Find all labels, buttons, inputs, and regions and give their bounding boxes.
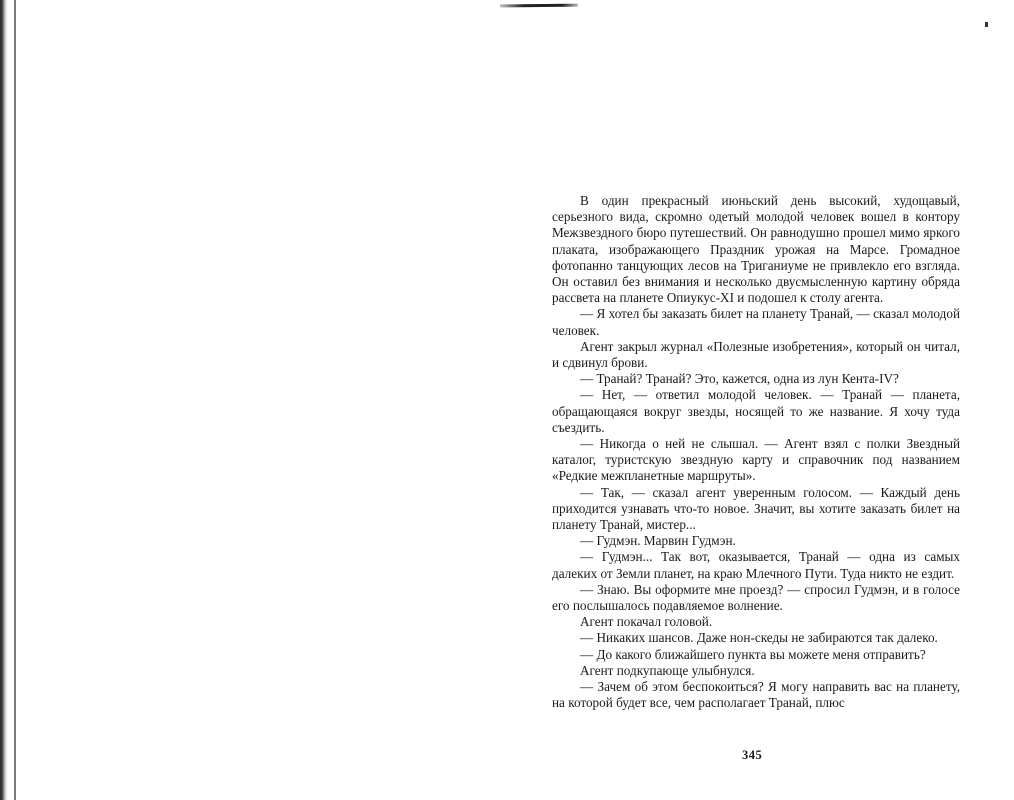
paragraph: — Так, — сказал агент уверенным голосом. — Каждый день приходится узнавать что-то новое. Значит, вы хотите заказать билет на планету Транай, мистер...	[552, 484, 960, 533]
paragraph: — До какого ближайшего пункта вы можете меня отправить?	[580, 646, 926, 662]
paragraph: — Знаю. Вы оформите мне проезд? — спросил Гудмэн, и в голосе его послышалось подавляемое волнение.	[552, 581, 960, 614]
paragraph: — Никогда о ней не слышал. — Агент взял с полки Звездный каталог, туристскую звездную карту и справочник под названием «Редкие межпланетные маршруты».	[552, 436, 960, 484]
book-spine-edge	[0, 0, 8, 800]
paragraph: Агент подкупающе улыбнулся.	[580, 662, 755, 678]
paragraph: — Нет, — ответил молодой человек. — Транай — планета, обращающаяся вокруг звезды, носящей то же название. Я хочу туда съездить.	[552, 387, 960, 435]
scan-corner-mark	[985, 22, 988, 27]
paragraph: Агент закрыл журнал «Полезные изобретения», который он читал, и сдвинул брови.	[552, 338, 960, 371]
paragraph: — Никаких шансов. Даже нон-скеды не забираются так далеко.	[580, 630, 938, 646]
paragraph: — Я хотел бы заказать билет на планету Транай, — сказал молодой человек.	[552, 306, 960, 338]
paragraph: В один прекрасный июньский день высокий, худощавый, серьезного вида, скромно одетый молодой человек вошел в контору Межзвездного бюро путешествий. Он равнодушно прошел мимо яркого плаката, изображающего Праздник урожая на Марсе. Громадное фотопанно танцующих лесов на Триганиуме не привлекло его взгляда. Он оставил без внимания и несколько двусмысленную картину обряда рассвета на планете Опиукус-XI и подошел к столу агента.	[552, 193, 960, 306]
paragraph: — Зачем об этом беспокоиться? Я могу направить вас на планету, на которой будет все, чем располагает Транай, плюс	[552, 679, 960, 711]
scan-artifact-mark	[500, 4, 578, 8]
left-page-edge-line	[14, 0, 16, 800]
body-text	[552, 193, 960, 712]
paragraph: Агент покачал головой.	[580, 614, 713, 630]
paragraph: — Гудмэн. Марвин Гудмэн.	[580, 533, 736, 549]
paragraph: — Гудмэн... Так вот, оказывается, Транай — одна из самых далеких от Земли планет, на краю Млечного Пути. Туда никто не ездит.	[552, 549, 960, 581]
page-number: 345	[742, 748, 763, 762]
paragraph: — Транай? Транай? Это, кажется, одна из лун Кента-IV?	[580, 371, 899, 387]
